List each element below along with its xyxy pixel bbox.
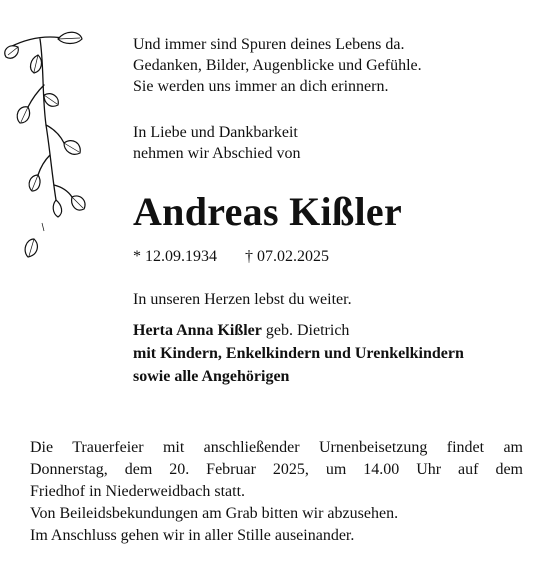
mourner-family: mit Kindern, Enkelkindern und Urenkelkindern <box>133 345 464 362</box>
motto: In unseren Herzen lebst du weiter. <box>133 291 352 308</box>
notice-line-5: Im Anschluss gehen wir in aller Stille auseinander. <box>30 527 355 544</box>
verse-line-2: Gedanken, Bilder, Augenblicke und Gefühle. <box>133 57 422 74</box>
mourner-maiden-name: geb. Dietrich <box>261 322 350 339</box>
notice-line-4: Von Beileidsbekundungen am Grab bitten wir abzusehen. <box>30 505 399 522</box>
mourner-line <box>133 320 349 342</box>
notice-line-2: Donnerstag, dem 20. Februar 2025, um 14.00 Uhr auf dem <box>30 461 523 478</box>
intro-line-1: In Liebe und Dankbarkeit <box>133 124 298 141</box>
verse-line-3: Sie werden uns immer an dich erinnern. <box>133 78 389 95</box>
notice-line-1: Die Trauerfeier mit anschließender Urnenbeisetzung findet am <box>30 439 523 456</box>
mourner-name: Herta Anna Kißler <box>133 322 262 339</box>
death-date: † 07.02.2025 <box>245 248 329 265</box>
verse-line-1: Und immer sind Spuren deines Lebens da. <box>133 36 405 53</box>
birth-date: * 12.09.1934 <box>133 248 217 265</box>
life-dates <box>133 246 329 268</box>
intro-line-2: nehmen wir Abschied von <box>133 145 301 162</box>
mourner-relatives: sowie alle Angehörigen <box>133 368 290 385</box>
deceased-name: Andreas Kißler <box>133 189 403 234</box>
funeral-notice <box>30 437 523 547</box>
birch-branch-icon <box>0 25 125 265</box>
notice-line-3: Friedhof in Niederweidbach statt. <box>30 483 246 500</box>
